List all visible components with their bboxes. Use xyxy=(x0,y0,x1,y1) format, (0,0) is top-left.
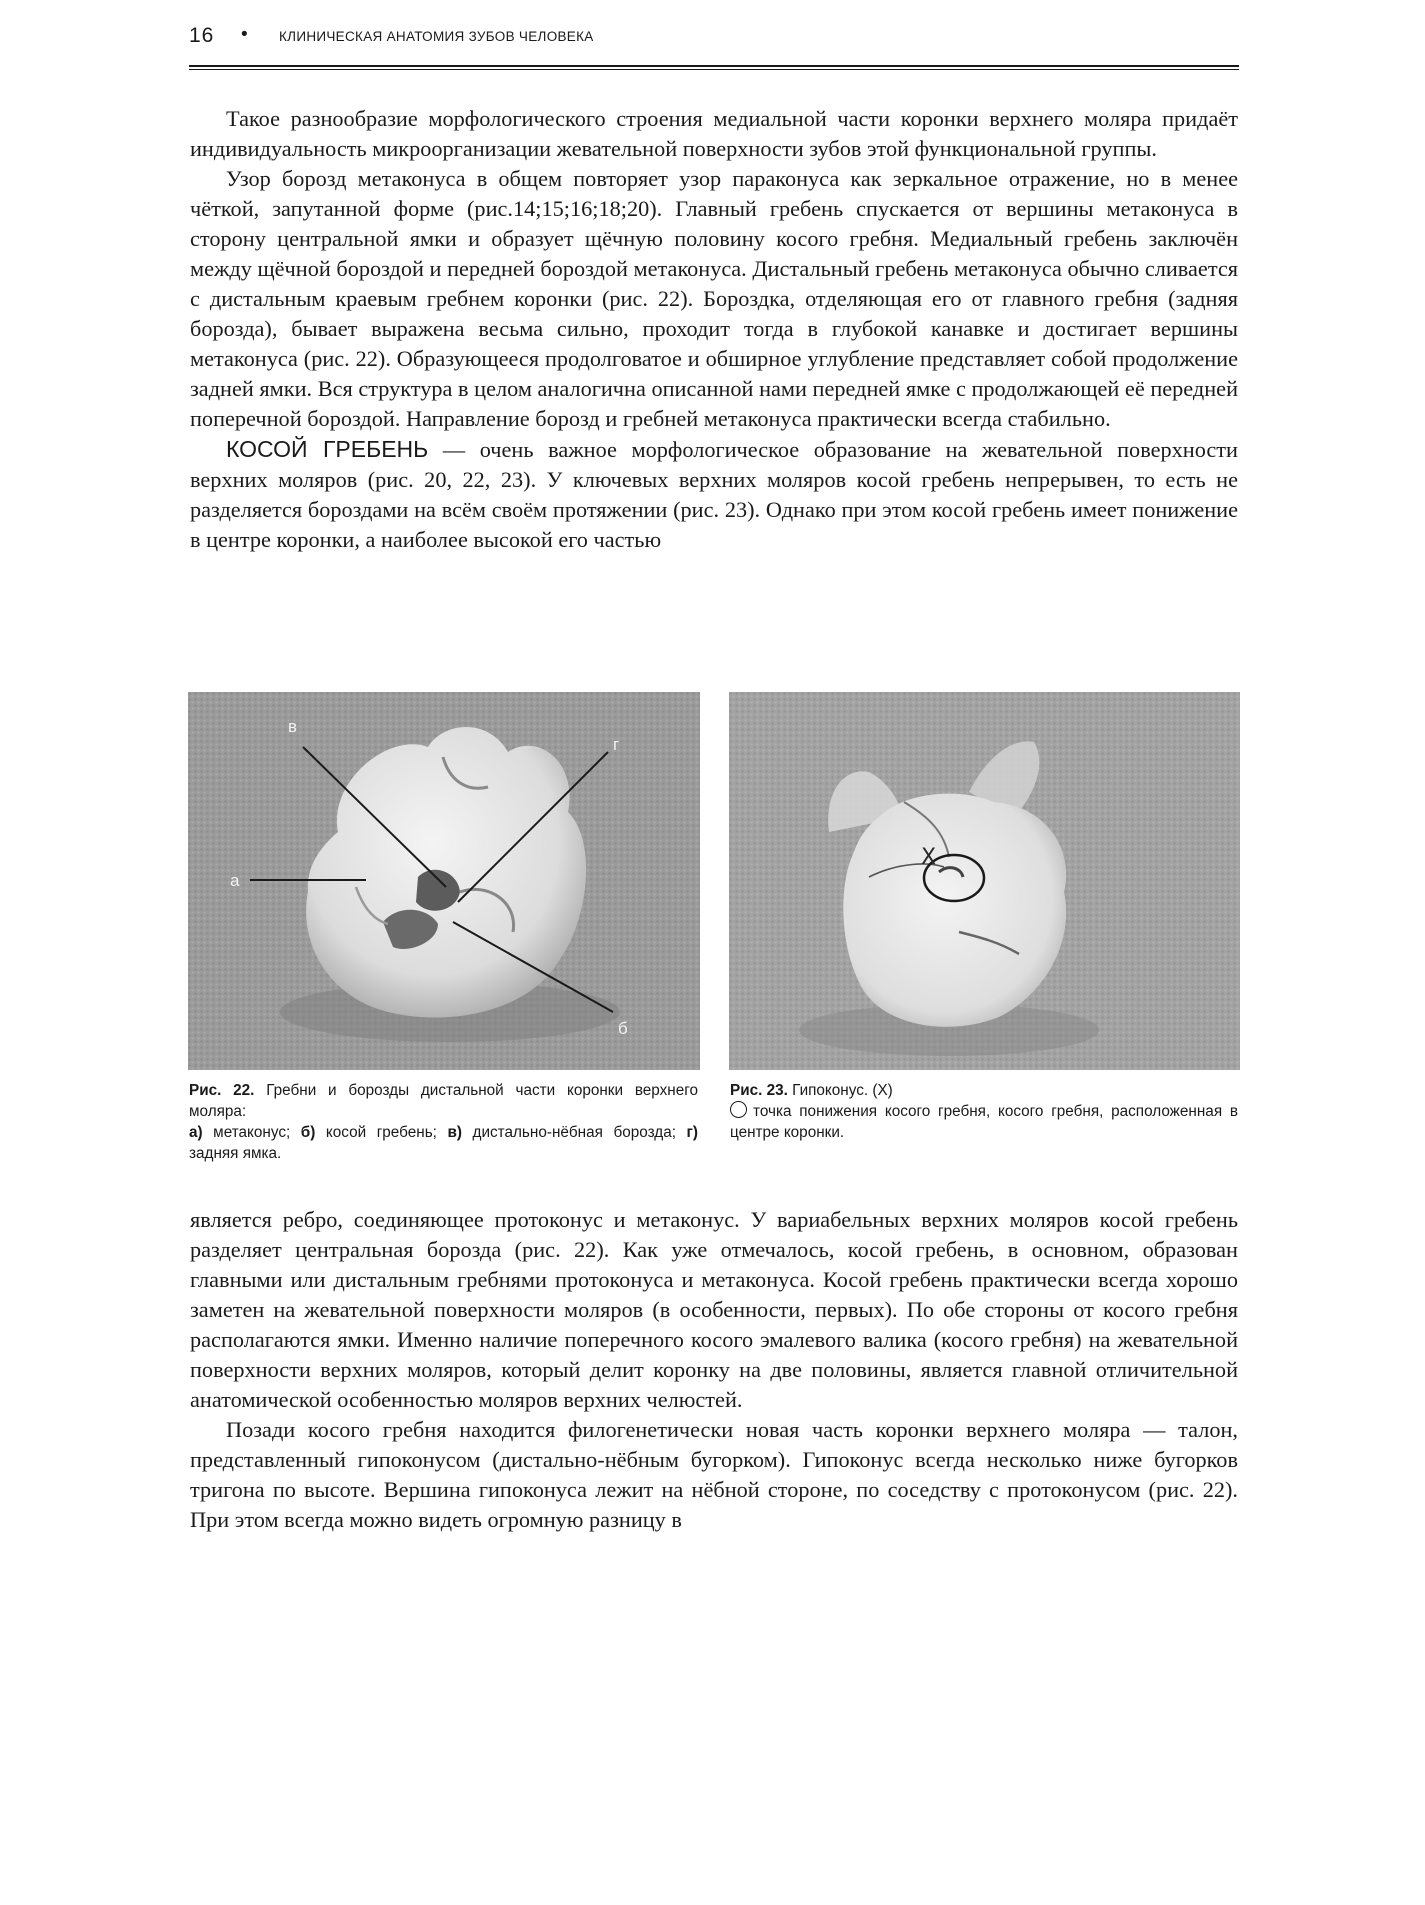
caption-text: Гребни и борозды дистальной части коронки верхнего моляра: xyxy=(189,1082,698,1120)
paragraph: Такое разнообразие морфологического строения медиальной части коронки верхнего моляра придаёт индивидуальность микроорганизации жевательной поверхности зубов этой функциональной группы. xyxy=(190,106,1238,161)
figure-22-photo xyxy=(188,692,700,1070)
page-number: 16 xyxy=(189,24,215,47)
tooth-shape xyxy=(843,794,1066,1027)
running-header xyxy=(189,24,1239,52)
header-rule xyxy=(189,65,1239,67)
body-text-bottom xyxy=(190,1205,1238,1535)
label-g: г xyxy=(613,735,620,754)
figure-23-photo xyxy=(729,692,1240,1070)
caption-text: Гипоконус. (X) xyxy=(787,1082,893,1099)
label-v: в xyxy=(288,717,298,736)
circle-icon xyxy=(730,1101,747,1118)
header-bullet: • xyxy=(241,24,248,45)
label-a: а xyxy=(230,871,240,890)
caption-title: Рис. 22. xyxy=(189,1082,255,1099)
tooth-photo-22 xyxy=(188,692,700,1070)
paragraph: Узор борозд метаконуса в общем повторяет узор параконуса как зеркальное отражение, но в менее чёткой, запутанной форме (рис.14;15;16;18;20). Главный гребень спускается от вершины метаконуса в сторону центральной ямки и образует щёчную половину косого гребня. Медиальный гребень заключён между щёчной бороздой и передней бороздой метаконусa. Дистальный гребень метаконуса обычно сливается с дистальным краевым гребнем коронки (рис. 22). Бороздка, отделяющая его от главного гребня (задняя борозда), бывает выражена весьма сильно, проходит тогда в глубокой канавке и достигает вершины метаконуса (рис. 22). Образующееся продолговатое и обширное углубление представляет собой продолжение задней ямки. Вся структура в целом аналогична описанной нами передней ямке с продолжающей её передней поперечной бороздой. Направление борозд и гребней метаконуса практически всегда стабильно. xyxy=(190,166,1238,431)
caption-legend: точка понижения косого гребня, косого гребня, расположенная в центре коронки. xyxy=(730,1103,1238,1141)
body-text-top xyxy=(190,104,1238,555)
running-title: КЛИНИЧЕСКАЯ АНАТОМИЯ ЗУБОВ ЧЕЛОВЕКА xyxy=(279,29,594,44)
figure-22-caption xyxy=(189,1080,698,1164)
figure-23-caption xyxy=(730,1080,1238,1143)
header-rule-thin xyxy=(189,69,1239,70)
paragraph: является ребро, соединяющее протоконус и метаконус. У вариабельных верхних моляров косой гребень разделяет центральная борозда (рис. 22). Как уже отмечалось, косой гребень, в основном, образован главными или дистальным гребнями протоконуса и метаконуса. Косой гребень практически всегда хорошо заметен на жевательной поверхности моляров (в особенности, первых). По обе стороны от косого гребня располагаются ямки. Именно наличие поперечного косого эмалевого валика (косого гребня) на жевательной поверхности верхних моляров, который делит коронку на две половины, является главной отличительной анатомической особенностью моляров верхних челюстей. xyxy=(190,1207,1238,1412)
paragraph xyxy=(190,434,1238,555)
paragraph-text: — очень важное морфологическое образование на жевательной поверхности верхних моляров (рис. 20, 22, 23). У ключевых верхних моляров косой гребень непрерывен, то есть не разделяется бороздами на всём своём протяжении (рис. 23). Однако при этом косой гребень имеет понижение в центре коронки, а наиболее высокой его частью xyxy=(190,437,1238,552)
paragraph: Позади косого гребня находится филогенетически новая часть коронки верхнего моляра — талон, представленный гипоконусом (дистально-нёбным бугорком). Гипоконус всегда несколько ниже бугорков тригона по высоте. Вершина гипоконуса лежит на нёбной стороне, по соседству с протоконусом (рис. 22). При этом всегда можно видеть огромную разницу в xyxy=(190,1417,1238,1532)
caption-legend: а) метаконус; б) косой гребень; в) дистально-нёбная борозда; г) задняя ямка. xyxy=(189,1124,698,1162)
mark-x: X xyxy=(921,845,937,870)
label-b: б xyxy=(618,1019,628,1038)
tooth-photo-23 xyxy=(729,692,1240,1070)
term-oblique-ridge: КОСОЙ ГРЕБЕНЬ xyxy=(226,436,429,462)
caption-title: Рис. 23. xyxy=(730,1082,788,1099)
